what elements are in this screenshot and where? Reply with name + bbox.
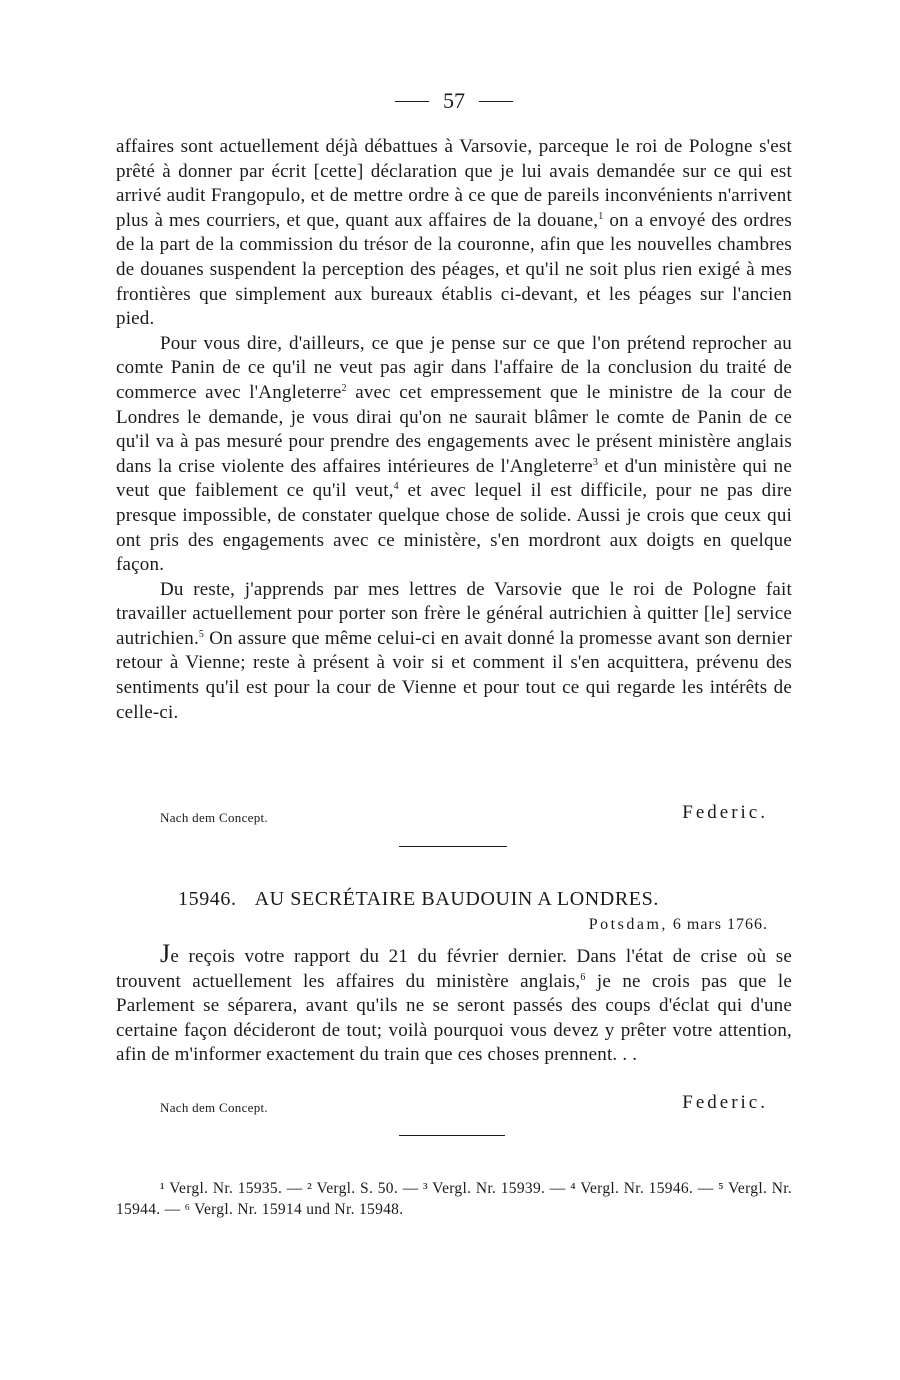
paragraph-text: affaires sont actuellement déjà débattues à Varsovie, parceque le roi de Pologne s'est prêté à donner par écrit [cette] déclaration que je lui avais demandée sur ce qui est arrivé audit Frangopulo, et de mettre ordre à ce que de pareils inconvénients n'arrivent plus à mes courriers, et que, quant aux affaires de la douane,: [116, 136, 792, 231]
header-rule-right: [479, 101, 513, 102]
paragraph-text: On assure que même celui-ci en avait donné la promesse avant son dernier retour à Vienne; reste à présent à voir si et comment il s'en acquittera, prévenu des sentiments qu'il est pour la cour de Vienne et pour tout ce qui regarde les intérêts de celle-ci.: [116, 627, 792, 723]
paragraph: [116, 135, 792, 332]
page-header: [116, 88, 792, 114]
footnote-marker: 4: [393, 481, 399, 493]
signature: Federic.: [682, 802, 768, 823]
paragraph-text: Du reste, j'apprends par mes lettres de Varsovie que le roi de Pologne fait travailler actuellement pour porter son frère le général autrichien à quitter [le] service autrichien.: [116, 578, 792, 649]
source-note: Nach dem Concept.: [160, 1100, 268, 1115]
paragraph: [116, 578, 792, 726]
footnote-marker: 6: [580, 971, 586, 983]
footnote-divider: [399, 1135, 505, 1136]
drop-cap: J: [160, 939, 171, 968]
letter-2-heading: [178, 888, 659, 911]
footnote-marker: 1: [598, 210, 604, 222]
paragraph-text: je ne crois pas que le Parlement se séparera, avant qu'ils ne se seront passés des coups d'éclat qui d'une certaine façon décideront de tout; voilà pourquoi vous devez y prêter votre attention, afin de m'informer exactement du train que ces choses prennent. . .: [116, 970, 792, 1066]
footnotes: [116, 1178, 792, 1220]
letter-1-body: [116, 135, 792, 725]
footnote-marker: 2: [341, 382, 347, 394]
paragraph: [116, 332, 792, 578]
dateline: [589, 916, 768, 934]
letter-2-footer: [116, 1092, 792, 1118]
paragraph-text: Pour vous dire, d'ailleurs, ce que je pense sur ce que l'on prétend reprocher au comte Panin de ce qu'il ne veut pas agir dans l'affaire de la conclusion du traité de commerce avec l'Angleterre: [116, 332, 792, 403]
footnote-text: ¹ Vergl. Nr. 15935. — ² Vergl. S. 50. — ³ Vergl. Nr. 15939. — ⁴ Vergl. Nr. 15946. — ⁵ Vergl. Nr. 15944. — ⁶ Vergl. Nr. 15914 und Nr. 15948.: [116, 1180, 792, 1218]
letter-2-body: [116, 939, 792, 1068]
source-note: Nach dem Concept.: [160, 810, 268, 825]
paragraph-text: avec cet empressement que le ministre de la cour de Londres le demande, je vous dirai qu'on ne saurait blâmer le comte de Panin de ce qu'il va à pas mesuré pour prendre des engagements avec le présent ministère anglais dans la crise violente des affaires intérieures de l'Angleterre: [116, 381, 792, 477]
paragraph-text: e reçois votre rapport du 21 du février dernier. Dans l'état de crise où se trouvent actuellement les affaires du ministère anglais,: [116, 946, 792, 992]
paragraph-text: on a envoyé des ordres de la part de la commission du trésor de la couronne, afin que les nouvelles chambres de douanes suspendent la perception des péages, et qu'il ne soit plus rien exigé à mes frontières que simplement aux bureaux établis ci-devant, et les péages sur l'ancien pied.: [116, 209, 792, 330]
paragraph: [116, 939, 792, 1068]
page-number: 57: [443, 88, 465, 113]
footnote-marker: 3: [592, 456, 599, 468]
letter-title: AU SECRÉTAIRE BAUDOUIN A LONDRES.: [254, 888, 659, 910]
letter-number: 15946.: [178, 888, 237, 910]
paragraph-text: et d'un ministère qui ne veut que faiblement ce qu'il veut,: [116, 455, 792, 502]
dateline-date: 6 mars 1766.: [672, 916, 768, 933]
section-divider: [399, 846, 507, 847]
header-rule-left: [395, 101, 429, 102]
letter-1-footer: [116, 802, 792, 828]
footnote-marker: 5: [198, 628, 205, 640]
signature: Federic.: [682, 1092, 768, 1113]
paragraph-text: et avec lequel il est difficile, pour ne pas dire presque impossible, de constater quelque chose de solide. Aussi je crois que ceux qui ont pris des engagements avec ce ministère, s'en mordront aux doigts en quelque façon.: [116, 480, 792, 576]
dateline-place: Potsdam,: [588, 916, 668, 933]
